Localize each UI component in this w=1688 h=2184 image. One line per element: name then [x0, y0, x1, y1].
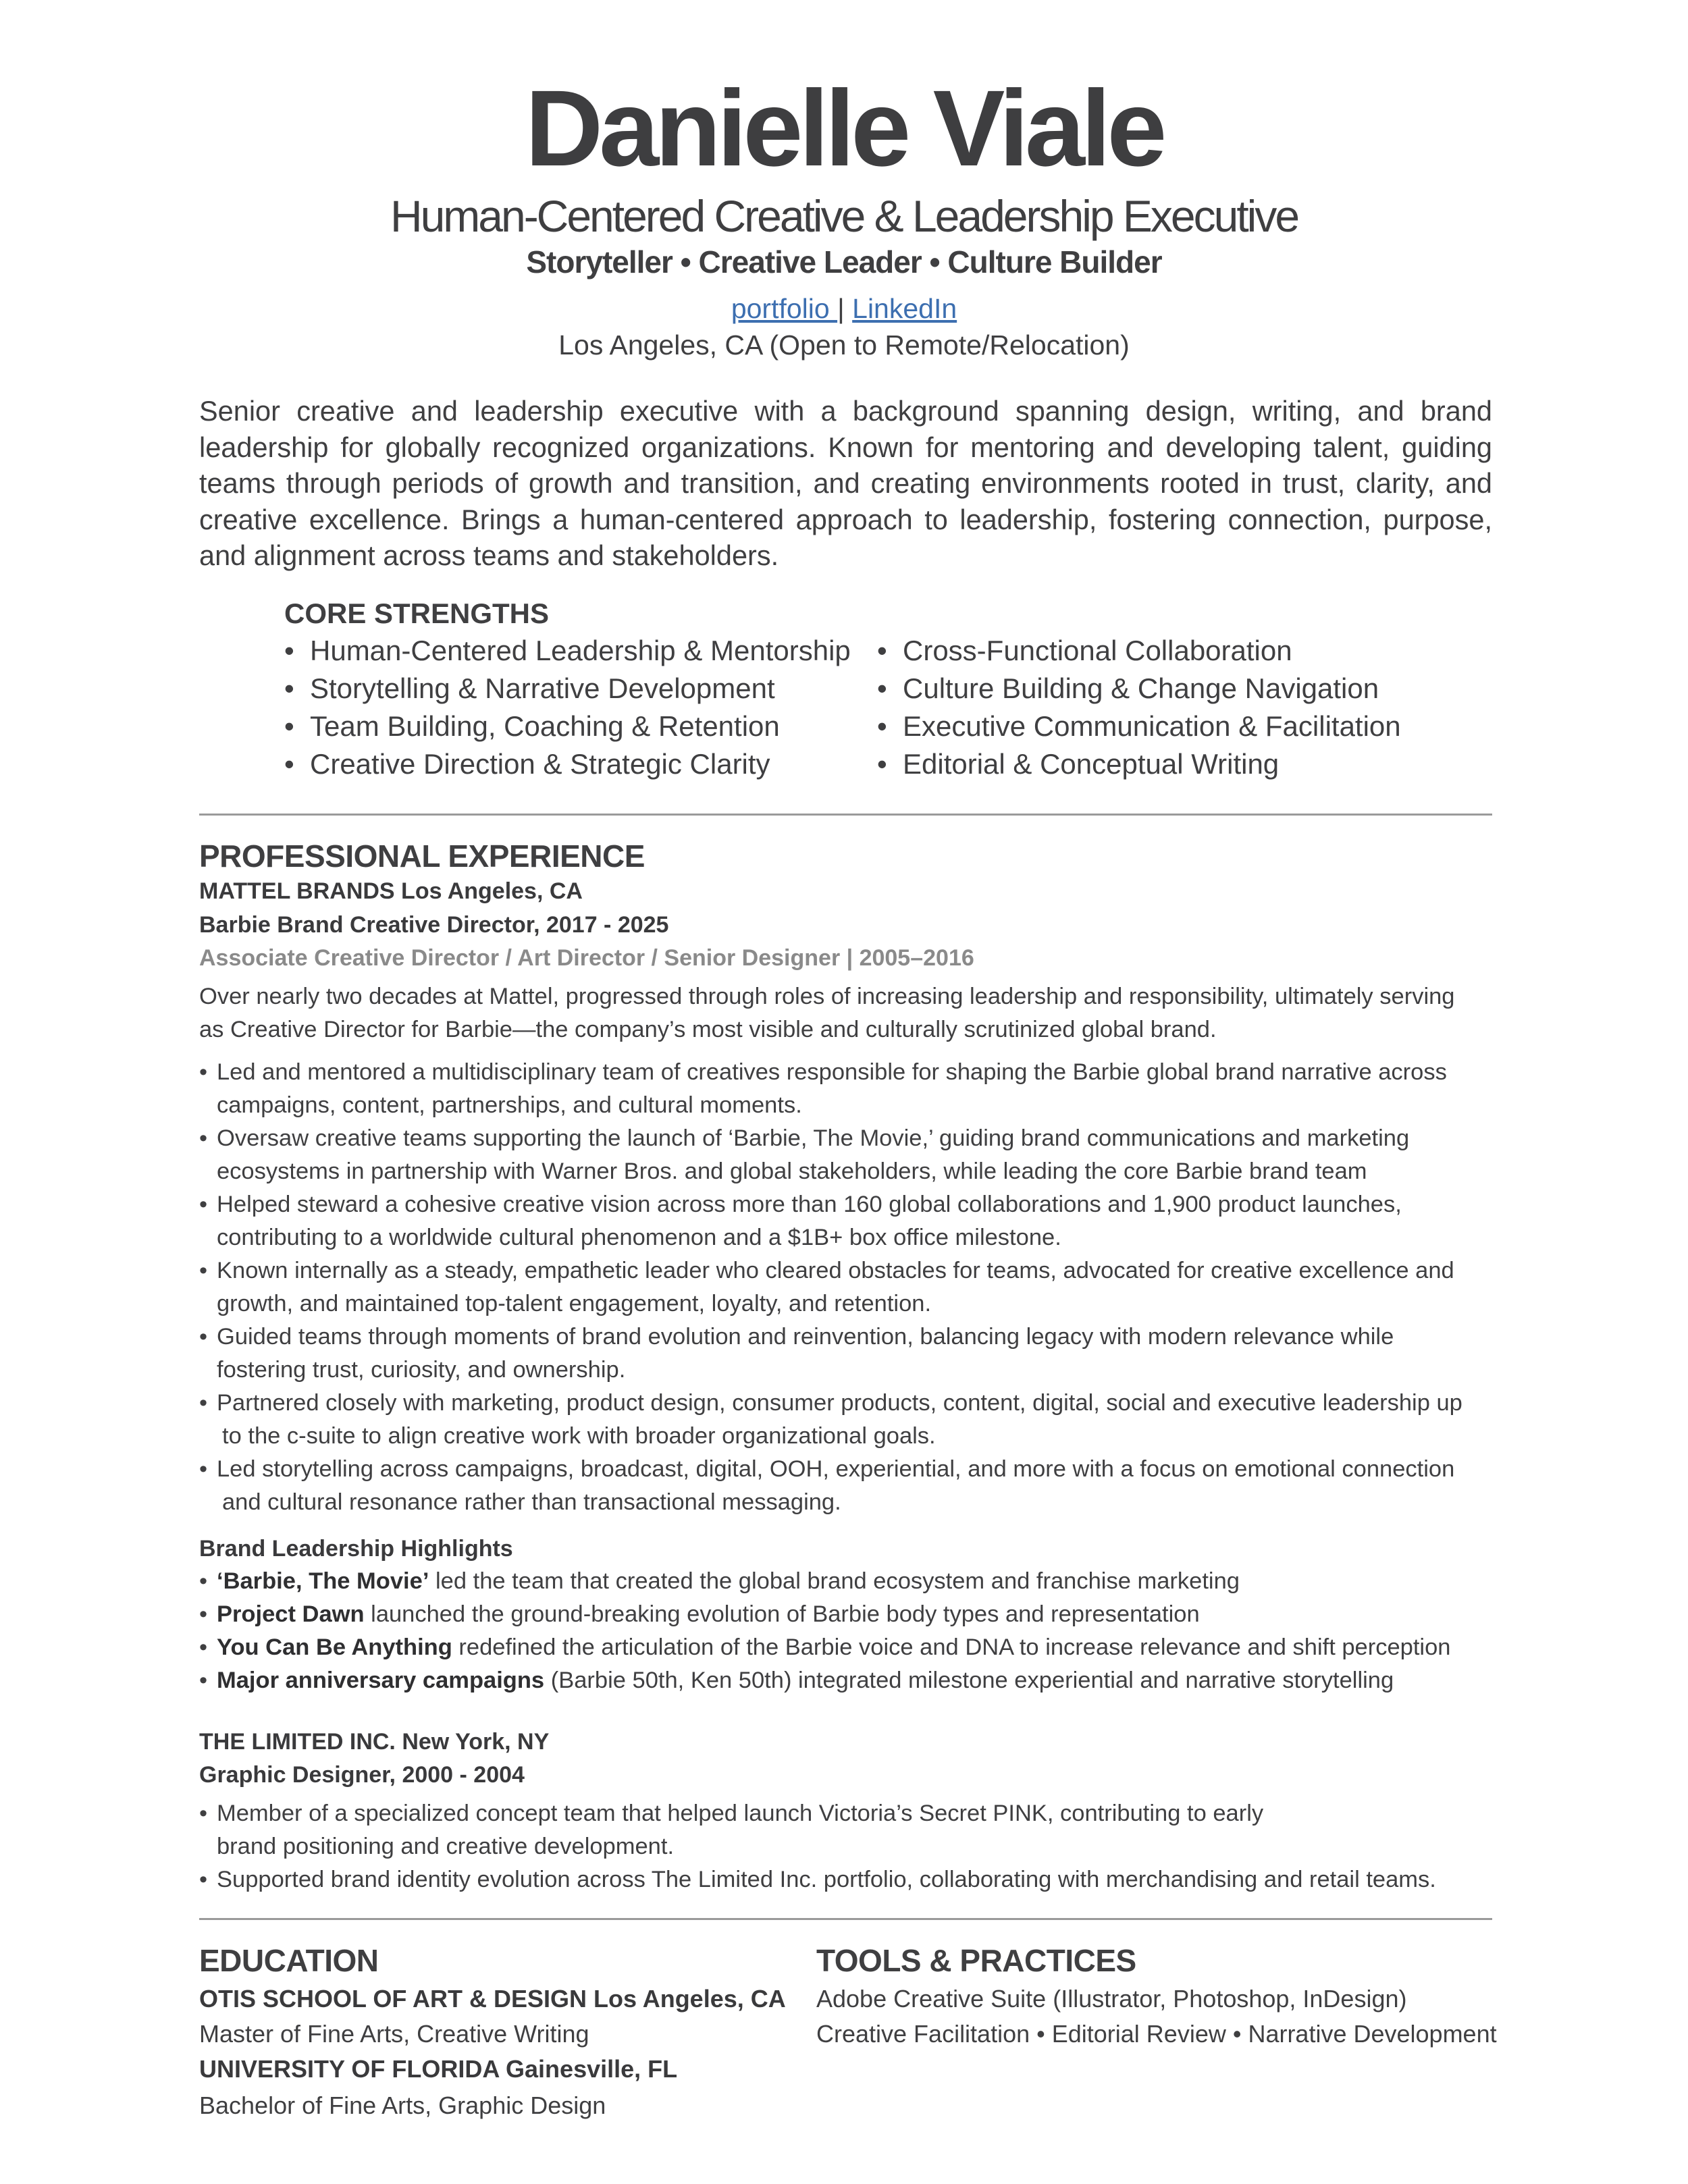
link-separator: | — [837, 293, 853, 324]
section-divider — [199, 814, 1492, 816]
section-divider — [199, 1918, 1492, 1920]
list-item: • Guided teams through moments of brand evolution and reinvention, balancing legacy with modern relevance while fostering trust, curiosity, and ownership. — [199, 1321, 1506, 1387]
candidate-location: Los Angeles, CA (Open to Remote/Relocation) — [558, 329, 1130, 361]
core-strength-item: • Team Building, Coaching & Retention — [284, 708, 851, 745]
education-degree: Bachelor of Fine Arts, Graphic Design — [199, 2092, 606, 2119]
list-item: • Member of a specialized concept team that helped launch Victoria’s Secret PINK, contributing to early brand positioning and creative development. — [199, 1797, 1506, 1863]
bullet-icon: • — [199, 1668, 208, 1693]
limited-role: Graphic Designer, 2000 - 2004 — [199, 1762, 525, 1788]
bullet-icon: • — [199, 1390, 208, 1416]
mattel-intro-line: as Creative Director for Barbie—the company’s most visible and culturally scrutinized global brand. — [199, 1017, 1217, 1042]
portfolio-link[interactable]: portfolio — [731, 293, 838, 324]
core-strengths-left-list — [284, 632, 851, 783]
list-item: • Supported brand identity evolution across The Limited Inc. portfolio, collaborating with merchandising and retail teams. — [199, 1863, 1506, 1896]
list-item: • Known internally as a steady, empathetic leader who cleared obstacles for teams, advocated for creative excellence and growth, and maintained top-talent engagement, loyalty, and retention. — [199, 1254, 1506, 1321]
bullet-icon: • — [199, 1456, 208, 1482]
highlights-heading: Brand Leadership Highlights — [199, 1536, 513, 1562]
mattel-bullets — [199, 1056, 1506, 1519]
contact-links — [0, 290, 1688, 327]
bullet-icon: • — [877, 672, 887, 704]
tools-line: Adobe Creative Suite (Illustrator, Photoshop, InDesign) — [816, 1985, 1407, 2013]
bullet-icon: • — [284, 748, 294, 780]
brand-highlights-list — [199, 1565, 1506, 1697]
core-strength-item: • Culture Building & Change Navigation — [877, 670, 1401, 708]
core-strengths-right-list — [877, 632, 1401, 783]
core-strength-item: • Editorial & Conceptual Writing — [877, 745, 1401, 783]
limited-bullets — [199, 1797, 1506, 1896]
bullet-icon: • — [877, 710, 887, 742]
experience-heading: PROFESSIONAL EXPERIENCE — [199, 838, 645, 874]
list-item: • Helped steward a cohesive creative vision across more than 160 global collaborations and 1,900 product launches, contributing to a worldwide cultural phenomenon and a $1B+ box office milestone. — [199, 1188, 1506, 1254]
mattel-company: MATTEL BRANDS Los Angeles, CA — [199, 878, 583, 904]
education-heading: EDUCATION — [199, 1943, 379, 1978]
limited-company: THE LIMITED INC. New York, NY — [199, 1729, 550, 1755]
mattel-prior-roles: Associate Creative Director / Art Director / Senior Designer | 2005–2016 — [199, 945, 974, 971]
mattel-intro-line: Over nearly two decades at Mattel, progressed through roles of increasing leadership and responsibility, ultimately serving — [199, 984, 1455, 1009]
list-item: • ‘Barbie, The Movie’ led the team that created the global brand ecosystem and franchise marketing — [199, 1565, 1506, 1598]
bullet-icon: • — [199, 1634, 208, 1660]
candidate-tagline: Storyteller • Creative Leader • Culture Builder — [526, 244, 1162, 279]
list-item: • Led storytelling across campaigns, broadcast, digital, OOH, experiential, and more with a focus on emotional connection and cultural resonance rather than transactional messaging. — [199, 1453, 1506, 1519]
bullet-icon: • — [199, 1867, 208, 1892]
list-item: • Project Dawn launched the ground-breaking evolution of Barbie body types and representation — [199, 1598, 1506, 1631]
core-strength-item: • Storytelling & Narrative Development — [284, 670, 851, 708]
core-strength-item: • Executive Communication & Facilitation — [877, 708, 1401, 745]
education-school: UNIVERSITY OF FLORIDA Gainesville, FL — [199, 2055, 678, 2083]
candidate-name: Danielle Viale — [525, 68, 1163, 188]
bullet-icon: • — [877, 635, 887, 666]
core-strength-item: • Cross-Functional Collaboration — [877, 632, 1401, 670]
bullet-icon: • — [284, 672, 294, 704]
bullet-icon: • — [199, 1801, 208, 1826]
professional-summary: Senior creative and leadership executive with a background spanning design, writing, and brand leadership for globally recognized organizations. Known for mentoring and developing talent, guiding teams through periods of growth and transition, and creating environments rooted in trust, clarity, and creative excellence. Brings a human-centered approach to leadership, fostering connection, purpose, and alignment across teams and stakeholders. — [199, 395, 1492, 571]
bullet-icon: • — [284, 710, 294, 742]
mattel-intro — [199, 980, 1492, 1046]
list-item: • You Can Be Anything redefined the articulation of the Barbie voice and DNA to increase relevance and shift perception — [199, 1631, 1506, 1664]
linkedin-link[interactable]: LinkedIn — [852, 293, 957, 324]
bullet-icon: • — [199, 1568, 208, 1594]
list-item: • Led and mentored a multidisciplinary team of creatives responsible for shaping the Barbie global brand narrative across campaigns, content, partnerships, and cultural moments. — [199, 1056, 1506, 1122]
list-item: • Major anniversary campaigns (Barbie 50th, Ken 50th) integrated milestone experiential and narrative storytelling — [199, 1664, 1506, 1697]
bullet-icon: • — [284, 635, 294, 666]
bullet-icon: • — [199, 1192, 208, 1217]
tools-heading: TOOLS & PRACTICES — [816, 1943, 1136, 1978]
bullet-icon: • — [199, 1601, 208, 1627]
education-school: OTIS SCHOOL OF ART & DESIGN Los Angeles, CA — [199, 1985, 786, 2013]
bullet-icon: • — [199, 1324, 208, 1350]
list-item: • Oversaw creative teams supporting the launch of ‘Barbie, The Movie,’ guiding brand communications and marketing ecosystems in partnership with Warner Bros. and global stakeholders, while leading the core Barbie brand team — [199, 1122, 1506, 1188]
core-strengths-heading: CORE STRENGTHS — [284, 597, 550, 629]
tools-line: Creative Facilitation • Editorial Review • Narrative Development — [816, 2020, 1497, 2048]
bullet-icon: • — [877, 748, 887, 780]
bullet-icon: • — [199, 1059, 208, 1085]
bullet-icon: • — [199, 1258, 208, 1283]
mattel-role: Barbie Brand Creative Director, 2017 - 2025 — [199, 912, 669, 938]
list-item: • Partnered closely with marketing, product design, consumer products, content, digital, social and executive leadership up to the c-suite to align creative work with broader organizational goals. — [199, 1387, 1506, 1453]
candidate-title: Human-Centered Creative & Leadership Executive — [390, 191, 1298, 241]
core-strength-item: • Human-Centered Leadership & Mentorship — [284, 632, 851, 670]
core-strength-item: • Creative Direction & Strategic Clarity — [284, 745, 851, 783]
education-degree: Master of Fine Arts, Creative Writing — [199, 2020, 589, 2048]
bullet-icon: • — [199, 1125, 208, 1151]
